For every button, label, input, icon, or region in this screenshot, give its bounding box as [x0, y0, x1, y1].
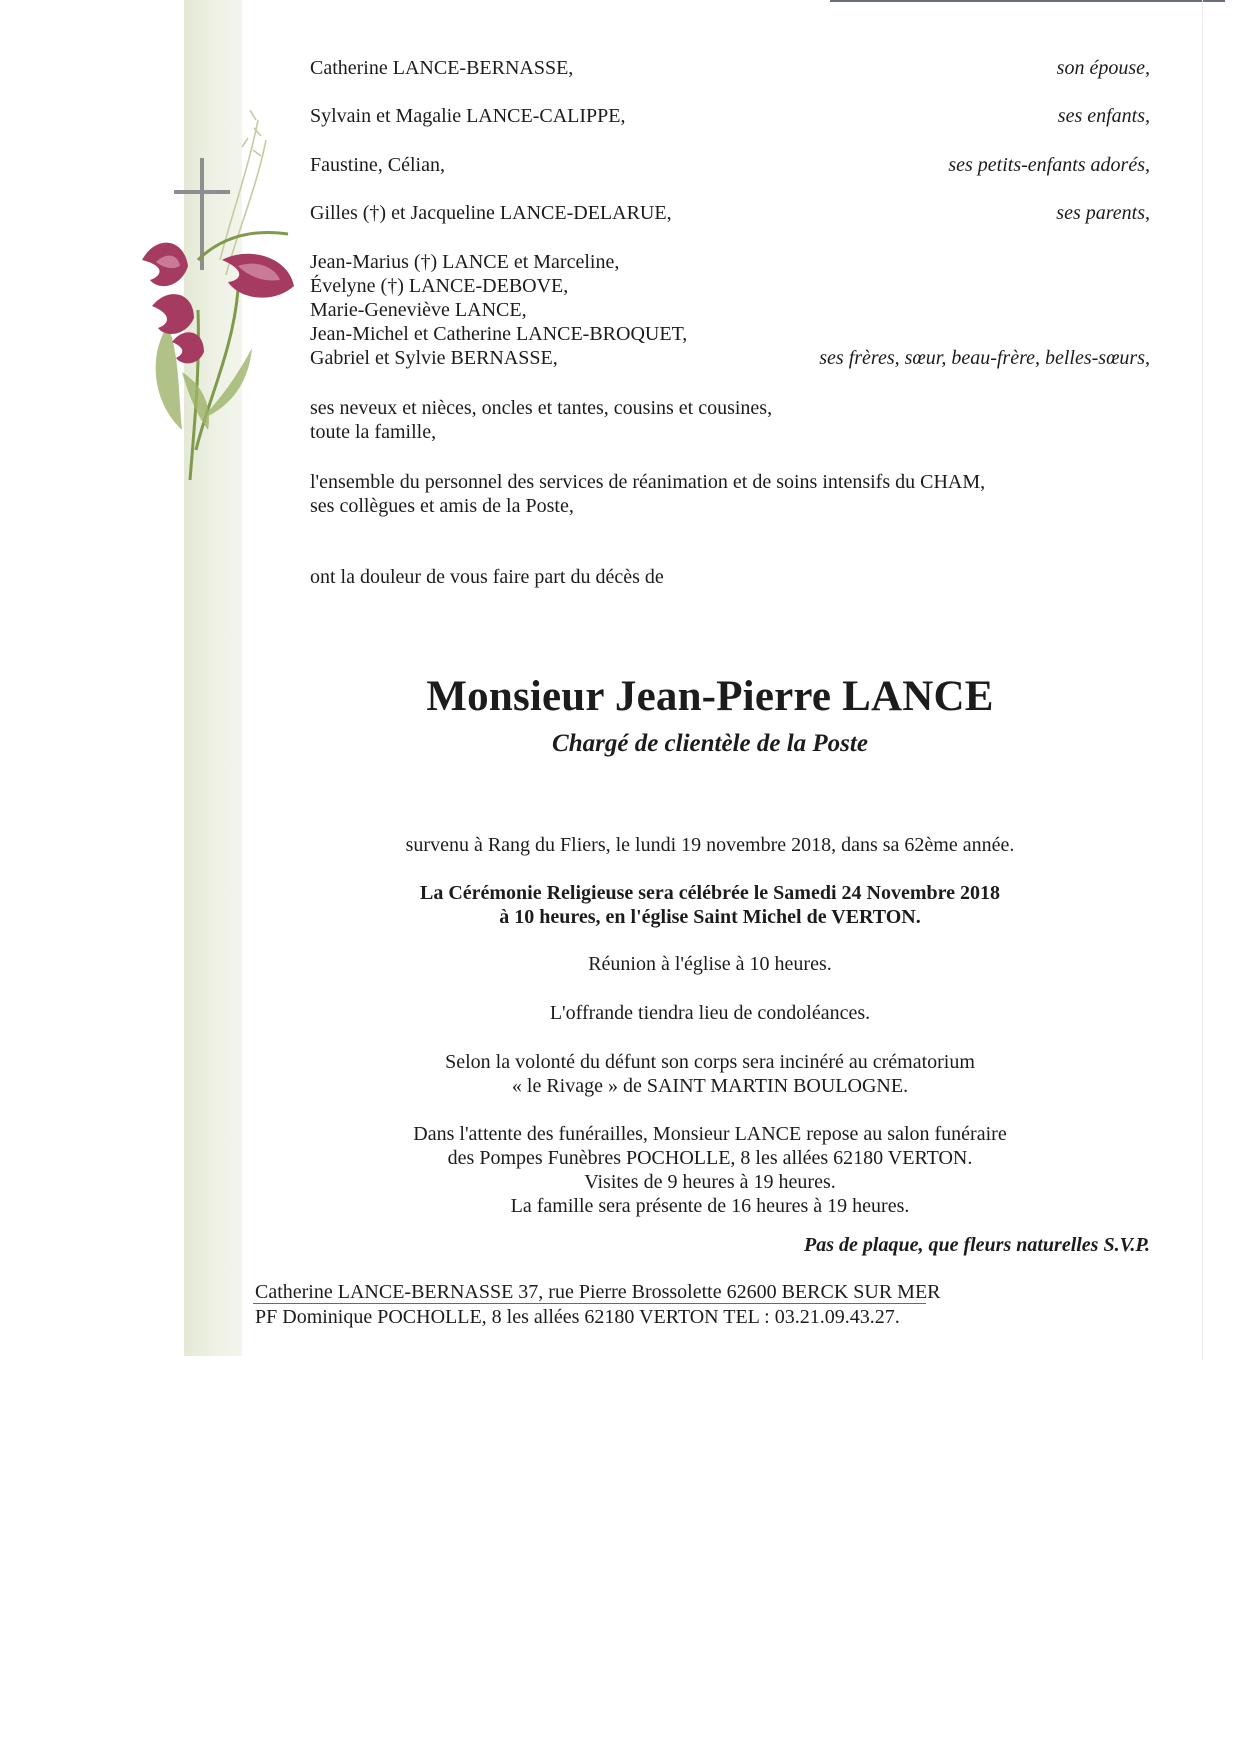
family-row — [310, 201, 1150, 225]
family-role: ses petits-enfants adorés, — [948, 154, 1150, 176]
flowers-note: Pas de plaque, que fleurs naturelles S.V.P. — [804, 1234, 1150, 1256]
family-row — [310, 56, 1150, 80]
leaves — [156, 325, 252, 430]
deceased-name: Monsieur Jean-Pierre LANCE — [426, 673, 994, 720]
family-role: son épouse, — [1056, 57, 1150, 79]
offering-details: L'offrande tiendra lieu de condoléances. — [549, 1002, 871, 1024]
family-name: Gilles (†) et Jacqueline LANCE-DELARUE, — [310, 202, 672, 224]
family-role: ses enfants, — [1057, 105, 1150, 127]
announcement-text: ont la douleur de vous faire part du décès de — [310, 566, 664, 588]
family-row — [310, 104, 1150, 128]
contact-line: PF Dominique POCHOLLE, 8 les allées 62180 VERTON TEL : 03.21.09.43.27. — [255, 1306, 900, 1328]
top-edge-line — [830, 0, 1225, 2]
staff-text: l'ensemble du personnel des services de réanimation et de soins intensifs du CHAM, ses collègues et amis de la Poste, — [310, 471, 986, 517]
family-role: ses frères, sœur, beau-frère, belles-sœurs, — [819, 347, 1150, 369]
family-row — [310, 153, 1150, 177]
meeting-details: Réunion à l'église à 10 heures. — [588, 953, 832, 975]
ceremony-details: La Cérémonie Religieuse sera célébrée le Samedi 24 Novembre 2018 à 10 heures, en l'église Saint Michel de VERTON. — [419, 882, 1001, 928]
contact-underline — [253, 1303, 926, 1304]
family-name: Catherine LANCE-BERNASSE, — [310, 57, 574, 79]
deceased-title: Chargé de clientèle de la Poste — [552, 730, 868, 757]
viewing-details: Dans l'attente des funérailles, Monsieur LANCE repose au salon funéraire des Pompes Funèbres POCHOLLE, 8 les allées 62180 VERTON. Visites de 9 heures à 19 heures. La famille sera présente de 16 heures à 19 heures. — [413, 1123, 1007, 1217]
family-name: Sylvain et Magalie LANCE-CALIPPE, — [310, 105, 626, 127]
cremation-details: Selon la volonté du défunt son corps sera incinéré au crématorium « le Rivage » de SAINT MARTIN BOULOGNE. — [445, 1051, 975, 1097]
family-role: ses parents, — [1056, 202, 1150, 224]
relatives-text: ses neveux et nièces, oncles et tantes, cousins et cousines, toute la famille, — [310, 397, 773, 443]
page-edge — [1202, 0, 1203, 1360]
calla-lily-cross-illustration — [138, 110, 298, 480]
family-row — [310, 250, 1150, 370]
family-name: Jean-Marius (†) LANCE et Marceline, Évelyne (†) LANCE-DEBOVE, Marie-Geneviève LANCE, Jean-Michel et Catherine LANCE-BROQUET, Gabriel et Sylvie BERNASSE, — [310, 251, 688, 369]
death-details: survenu à Rang du Fliers, le lundi 19 novembre 2018, dans sa 62ème année. — [405, 834, 1015, 856]
family-name: Faustine, Célian, — [310, 154, 445, 176]
contact-line: Catherine LANCE-BERNASSE 37, rue Pierre Brossolette 62600 BERCK SUR MER — [255, 1281, 941, 1303]
